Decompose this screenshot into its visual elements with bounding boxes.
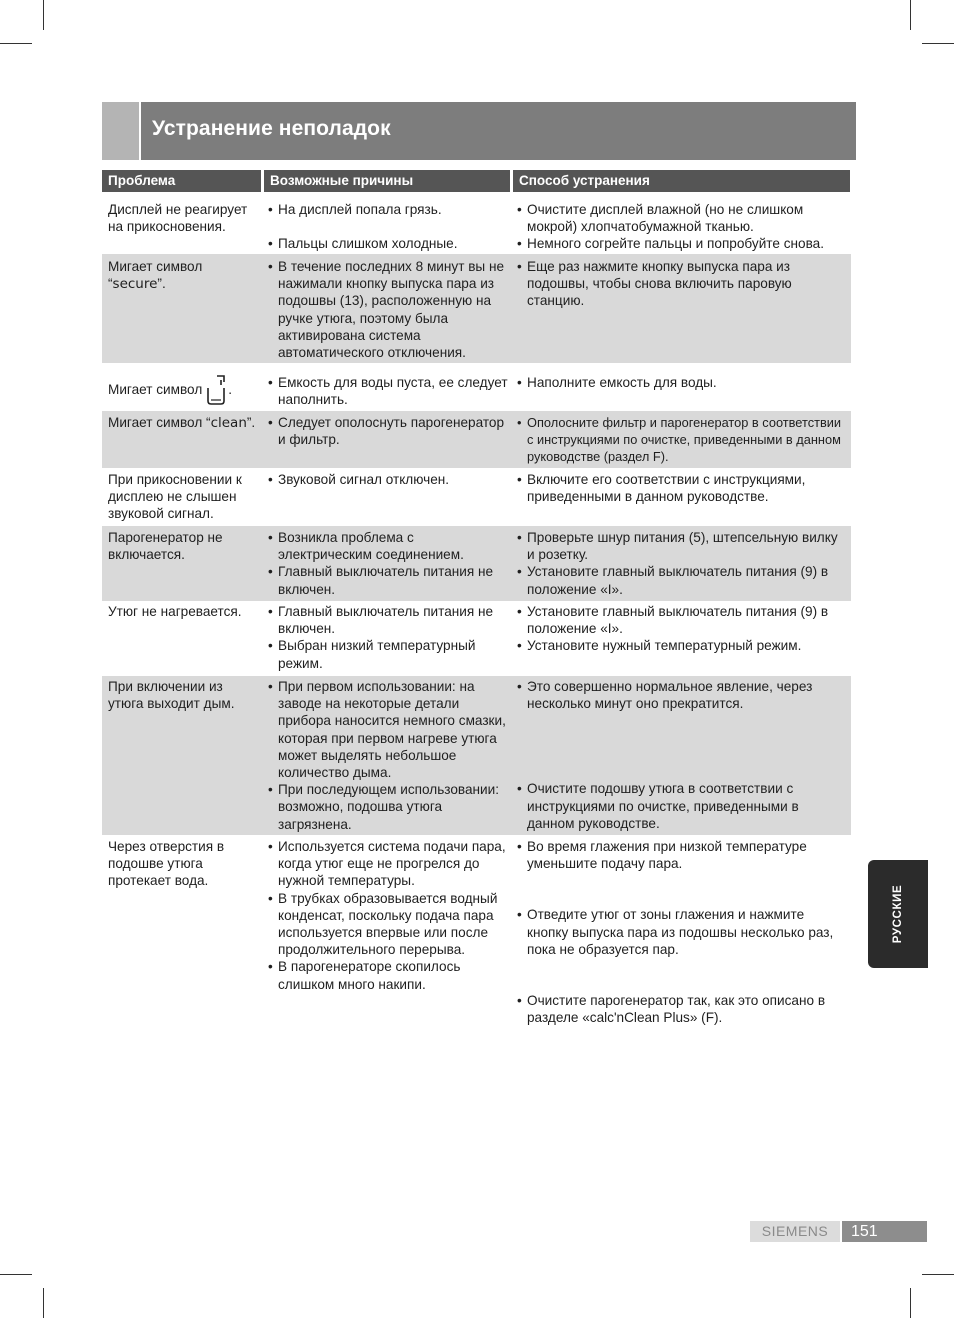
solution-item: • Проверьте шнур питания (5), штепсельную вилку и розетку. (517, 529, 847, 563)
causes-cell (268, 374, 508, 408)
solutions-cell (517, 374, 847, 391)
solution-item: • Во время глажения при низкой температуре уменьшите подачу пара. (517, 838, 847, 872)
problem-cell: При включении из утюга выходит дым. (108, 679, 235, 712)
solutions-cell (517, 529, 847, 598)
cause-item: • Звуковой сигнал отключен. (268, 471, 508, 488)
cause-item: • Выбран низкий температурный режим. (268, 637, 508, 671)
causes-cell (268, 529, 508, 598)
cause-item: • Используется система подачи пара, когда утюг еще не прогрелся до нужной температуры. (268, 838, 508, 890)
problem-cell: Дисплей не реагирует на прикосновения. (108, 202, 248, 235)
problem-cell: Парогенератор не включается. (108, 530, 223, 563)
table-row (102, 254, 851, 363)
solution-item: • Очистите дисплей влажной (но не слишком мокрой) хлопчатобумажной тканью. (517, 201, 847, 235)
problem-cell (108, 374, 260, 410)
causes-cell (268, 838, 508, 993)
problem-suffix: ”. (246, 415, 256, 430)
table-row (102, 835, 851, 1035)
causes-cell (268, 414, 508, 448)
table-row (102, 601, 851, 676)
cause-item: • При последующем использовании: возможно, подошва утюга загрязнена. (268, 781, 508, 833)
solution-item: • Установите главный выключатель питания (9) в положение «I». (517, 563, 847, 597)
crop-mark (0, 43, 32, 44)
table-row (102, 468, 851, 526)
causes-cell (268, 471, 508, 488)
table-row (102, 526, 851, 601)
problem-cell: Через отверстия в подошве утюга протекает вода. (108, 839, 225, 889)
footer-brand: SIEMENS (750, 1221, 840, 1242)
solutions-cell (517, 258, 847, 310)
solution-item: • Это совершенно нормальное явление, через несколько минут оно прекратится. (517, 678, 847, 712)
cause-item: • Возникла проблема с электрическим соединением. (268, 529, 508, 563)
solutions-cell (517, 678, 847, 832)
solutions-cell (517, 471, 847, 505)
display-symbol-clean: clean (210, 415, 247, 431)
table-row (102, 363, 851, 411)
solutions-cell (517, 838, 847, 1026)
cause-item: • На дисплей попала грязь. (268, 201, 508, 218)
cause-item: • Следует ополоснуть парогенератор и фильтр. (268, 414, 508, 448)
cause-item: • Главный выключатель питания не включен. (268, 563, 508, 597)
solution-item: • Установите нужный температурный режим. (517, 637, 847, 654)
cause-item: • В течение последних 8 минут вы не нажимали кнопку выпуска пара из подошвы (13), расположенную на ручке утюга, поэтому была активирована система автоматического отключения. (268, 258, 508, 361)
table-row (102, 676, 851, 835)
problem-cell: При прикосновении к дисплею не слышен звуковой сигнал. (108, 472, 242, 522)
solution-item: • Включите его соответствии с инструкциями, приведенными в данном руководстве. (517, 471, 847, 505)
solution-item: • Очистите подошву утюга в соответствии с инструкциями по очистке, приведенными в данном руководстве. (517, 780, 847, 832)
crop-mark (0, 1274, 32, 1275)
causes-cell (268, 603, 508, 672)
problem-prefix: Мигает символ “ (108, 259, 203, 292)
language-tab-label: РУССКИЕ (892, 884, 904, 944)
column-header-causes: Возможные причины (264, 170, 510, 192)
display-symbol-secure: secure (112, 276, 158, 293)
problem-suffix: ”. (157, 276, 166, 292)
cause-item: • В парогенераторе скопилось слишком много накипи. (268, 958, 508, 992)
crop-mark (43, 0, 44, 30)
solution-item: • Установите главный выключатель питания (9) в положение «I». (517, 603, 847, 637)
title-accent-tab (102, 102, 141, 160)
crop-mark (922, 1274, 954, 1275)
cause-item: • Пальцы слишком холодные. (268, 235, 508, 252)
cause-item: • При первом использовании: на заводе на некоторые детали прибора наносится немного смазки, которая при первом нагреве утюга может выделять небольшое количество дыма. (268, 678, 508, 781)
page-title: Устранение неполадок (152, 117, 391, 140)
problem-suffix: . (228, 382, 233, 397)
solutions-cell (517, 201, 847, 253)
section-title-bar (102, 102, 856, 160)
table-row (102, 411, 851, 468)
causes-cell (268, 201, 508, 252)
problem-cell: Утюг не нагревается. (108, 604, 242, 619)
causes-cell (268, 258, 508, 361)
language-tab (868, 860, 928, 968)
problem-prefix: Мигает символ “ (108, 415, 211, 430)
causes-cell (268, 678, 508, 833)
table-header (102, 170, 850, 192)
cause-item: • Главный выключатель питания не включен. (268, 603, 508, 637)
solution-item: • Ополосните фильтр и парогенератор в соответствии с инструкциями по очистке, приведенными в данном руководстве (раздел F). (517, 414, 847, 466)
column-header-problem: Проблема (102, 170, 261, 192)
table-row (102, 200, 851, 254)
cause-item: • Емкость для воды пуста, ее следует наполнить. (268, 374, 508, 408)
crop-mark (910, 1288, 911, 1318)
crop-mark (43, 1288, 44, 1318)
page-number: 151 (842, 1221, 927, 1242)
problem-prefix: Мигает символ (108, 382, 203, 397)
column-header-solutions: Способ устранения (513, 170, 850, 192)
solution-item: • Отведите утюг от зоны глажения и нажмите кнопку выпуска пара из подошвы несколько раз, пока не образуется пар. (517, 906, 847, 958)
solution-item: • Очистите парогенератор так, как это описано в разделе «calc'nClean Plus» (F). (517, 992, 847, 1026)
solution-item: • Наполните емкость для воды. (517, 374, 847, 391)
water-tank-empty-icon (205, 374, 227, 410)
crop-mark (910, 0, 911, 30)
problem-cell (108, 258, 260, 293)
solution-item: • Еще раз нажмите кнопку выпуска пара из подошвы, чтобы снова включить паровую станцию. (517, 258, 847, 310)
problem-cell (108, 414, 260, 432)
cause-item: • В трубках образовывается водный конденсат, поскольку подача пара используется впервые или после продолжительного перерыва. (268, 890, 508, 959)
solution-item: • Немного согрейте пальцы и попробуйте снова. (517, 235, 847, 252)
solutions-cell (517, 603, 847, 655)
crop-mark (922, 43, 954, 44)
solutions-cell (517, 414, 847, 466)
